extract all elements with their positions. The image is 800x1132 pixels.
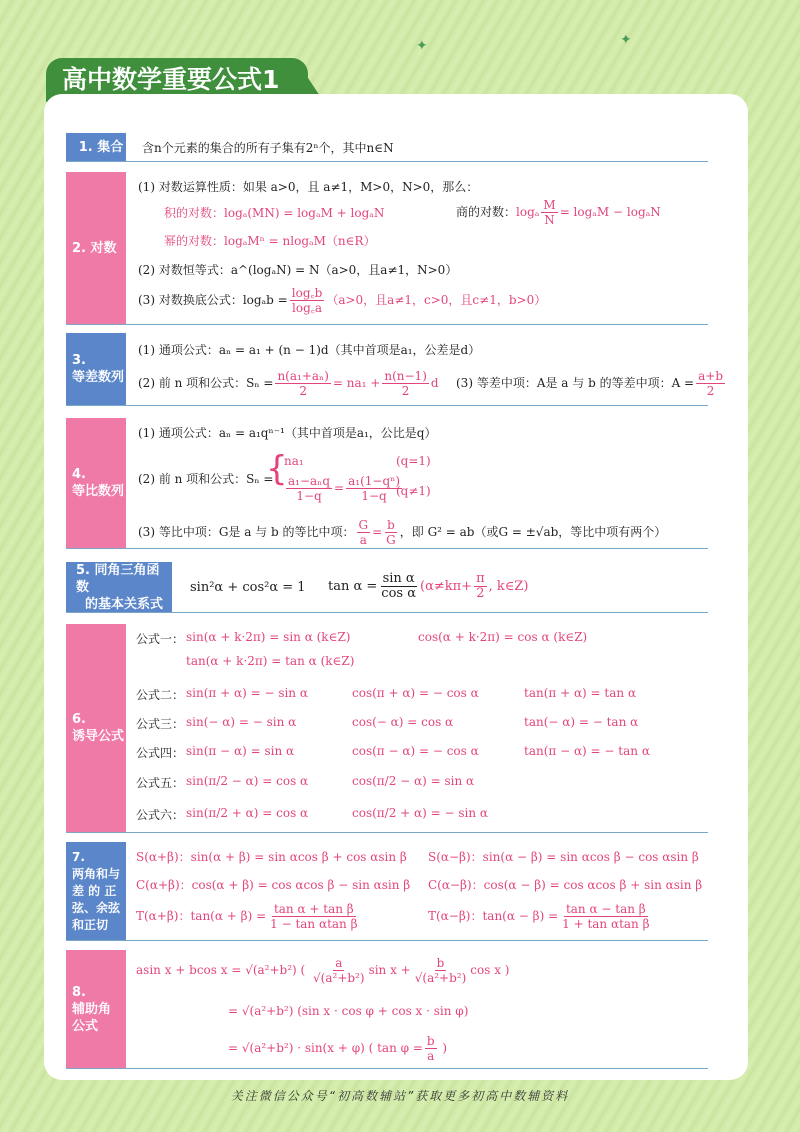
formula-line: sin(− α) = − sin α: [186, 715, 297, 729]
formula-line: (1) 通项公式：aₙ = a₁ + (n − 1)d（其中首项是a₁，公差是d）: [138, 343, 481, 357]
formula-line: sin(π − α) = sin α: [186, 744, 295, 758]
formula-line: asin x + bcos x = √(a²+b²) ( $\frac{a}{\text{√(a²+b²)}}$ sin x + $\frac{b}{\text{√(a²+b²)}}$ cos x ): [136, 956, 510, 985]
star-icon: ✦: [620, 32, 632, 48]
formula-line: 含n个元素的集合的所有子集有2ⁿ个，其中n∈N: [142, 141, 394, 155]
formula-line: sin(π/2 + α) = cos α: [186, 806, 309, 820]
section-label: 7. 两角和与 差 的 正 弦、余弦 和正切: [66, 842, 126, 940]
formula-line: T(α+β)：tan(α + β) = $\frac{\text{tan α + tan β}}{\text{1 − tan αtan β}}$: [136, 902, 358, 931]
section-reduction-formulas: [66, 624, 708, 833]
formula-line: cos(α + k·2π) = cos α (k∈Z): [418, 630, 588, 644]
formula-line: (3) 等比中项：G是 a 与 b 的等比中项： $\frac{G}{a}$ = $\frac{b}{G}$ ，即 G² = ab（或G = ±√ab，等比中项有两个）: [138, 518, 667, 547]
formula-line: a₁−aₙq 1−q = $\frac{\text{a₁(1−qⁿ)}}{1-q}$: [288, 474, 400, 503]
formula-line: tan α = $\frac{\text{sin α}}{\text{cos α}}$ (α≠kπ+ $\frac{\pi}{2}$ , k∈Z): [328, 571, 529, 601]
formula-line: (3) 对数换底公式：logₐb = $\frac{\log꜀b}{\log꜀a}$ （a>0，且a≠1，c>0，且c≠1，b>0）: [138, 286, 547, 315]
formula-line: = √(a²+b²) (sin x · cos φ + cos x · sin φ): [228, 1004, 469, 1018]
formula-line: = √(a²+b²) · sin(x + φ) ( tan φ = $\frac{b}{a}$ ): [228, 1034, 448, 1063]
formula-line: S(α+β)：sin(α + β) = sin αcos β + cos αsin β: [136, 850, 407, 864]
section-label: 3. 等差数列: [66, 333, 126, 405]
formula-line: (2) 前 n 项和公式：Sₙ =: [138, 472, 274, 486]
formula-line: cos(π/2 + α) = − sin α: [352, 806, 489, 820]
section-label: 1. 集合: [66, 133, 126, 161]
formula-line: sin(π + α) = − sin α: [186, 686, 308, 700]
section-label: 2. 对数: [66, 172, 126, 324]
formula-line: cos(π/2 − α) = sin α: [352, 774, 475, 788]
brace-icon: {: [266, 449, 288, 489]
formula-line: tan(− α) = − tan α: [524, 715, 639, 729]
formula-line: tan(π + α) = tan α: [524, 686, 637, 700]
formula-line: C(α−β)：cos(α − β) = cos αcos β + sin αsin β: [428, 878, 703, 892]
formula-line: (3) 等差中项：A是 a 与 b 的等差中项：A = $\frac{a+b}{2}$: [456, 369, 723, 398]
section-auxiliary-angle: [66, 950, 708, 1069]
formula-label: 公式四：: [136, 746, 185, 760]
formula-label: 公式五：: [136, 776, 185, 790]
formula-line: na₁: [284, 454, 304, 468]
formula-line: 幂的对数：logₐMⁿ = nlogₐM（n∈R）: [164, 234, 376, 248]
section-label: 4. 等比数列: [66, 418, 126, 548]
section-sets: [66, 133, 708, 162]
section-label: 6. 诱导公式: [66, 624, 126, 832]
formula-label: 公式一：: [136, 632, 185, 646]
formula-line: (2) 前 n 项和公式：Sₙ = $\frac{\text{n(a₁+aₙ)}}{2}$ = na₁ + $\frac{n(n-1)}{2}$ d: [138, 369, 439, 398]
formula-line: sin(π/2 − α) = cos α: [186, 774, 309, 788]
formula-label: 公式三：: [136, 717, 185, 731]
formula-line: 积的对数：logₐ(MN) = logₐM + logₐN: [164, 206, 385, 220]
formula-condition: (q≠1): [396, 484, 431, 498]
section-arithmetic-sequence: [66, 333, 723, 406]
formula-line: cos(π − α) = − cos α: [352, 744, 479, 758]
footer-note: 关注微信公众号“初高数辅站”获取更多初高中数辅资料: [230, 1089, 570, 1103]
formula-line: (1) 通项公式：aₙ = a₁qⁿ⁻¹（其中首项是a₁，公比是q）: [138, 426, 437, 440]
formula-line: T(α−β)：tan(α − β) = $\frac{\text{tan α − tan β}}{\text{1 + tan αtan β}}$: [428, 902, 650, 931]
formula-condition: (q=1): [396, 454, 431, 468]
page-title: 高中数学重要公式1: [46, 58, 308, 102]
formula-line: cos(− α) = cos α: [352, 715, 454, 729]
formula-line: (1) 对数运算性质：如果 a>0，且 a≠1，M>0，N>0，那么：: [138, 180, 479, 194]
section-geometric-sequence: [66, 418, 708, 549]
formula-label: 公式二：: [136, 688, 185, 702]
formula-label: 公式六：: [136, 808, 185, 822]
formula-line: cos(π + α) = − cos α: [352, 686, 479, 700]
formula-line: tan(α + k·2π) = tan α (k∈Z): [186, 654, 355, 668]
formula-line: sin²α + cos²α = 1: [190, 580, 306, 595]
formula-line: tan(π − α) = − tan α: [524, 744, 650, 758]
section-same-angle: [66, 562, 708, 613]
formula-line: S(α−β)：sin(α − β) = sin αcos β − cos αsin β: [428, 850, 699, 864]
formula-line: C(α+β)：cos(α + β) = cos αcos β − sin αsin β: [136, 878, 411, 892]
section-label: 8. 辅助角 公式: [66, 950, 126, 1068]
star-icon: ✦: [416, 38, 428, 54]
section-label: 5. 同角三角函数 的基本关系式: [66, 562, 172, 612]
section-logarithm: [66, 172, 708, 325]
formula-line: (2) 对数恒等式：a^(logₐN) = N（a>0，且a≠1，N>0）: [138, 263, 458, 277]
formula-line: 商的对数：logₐ $\frac{M}{N}$ = logₐM − logₐN: [456, 198, 661, 227]
formula-line: sin(α + k·2π) = sin α (k∈Z): [186, 630, 351, 644]
section-sum-difference: [66, 842, 708, 941]
